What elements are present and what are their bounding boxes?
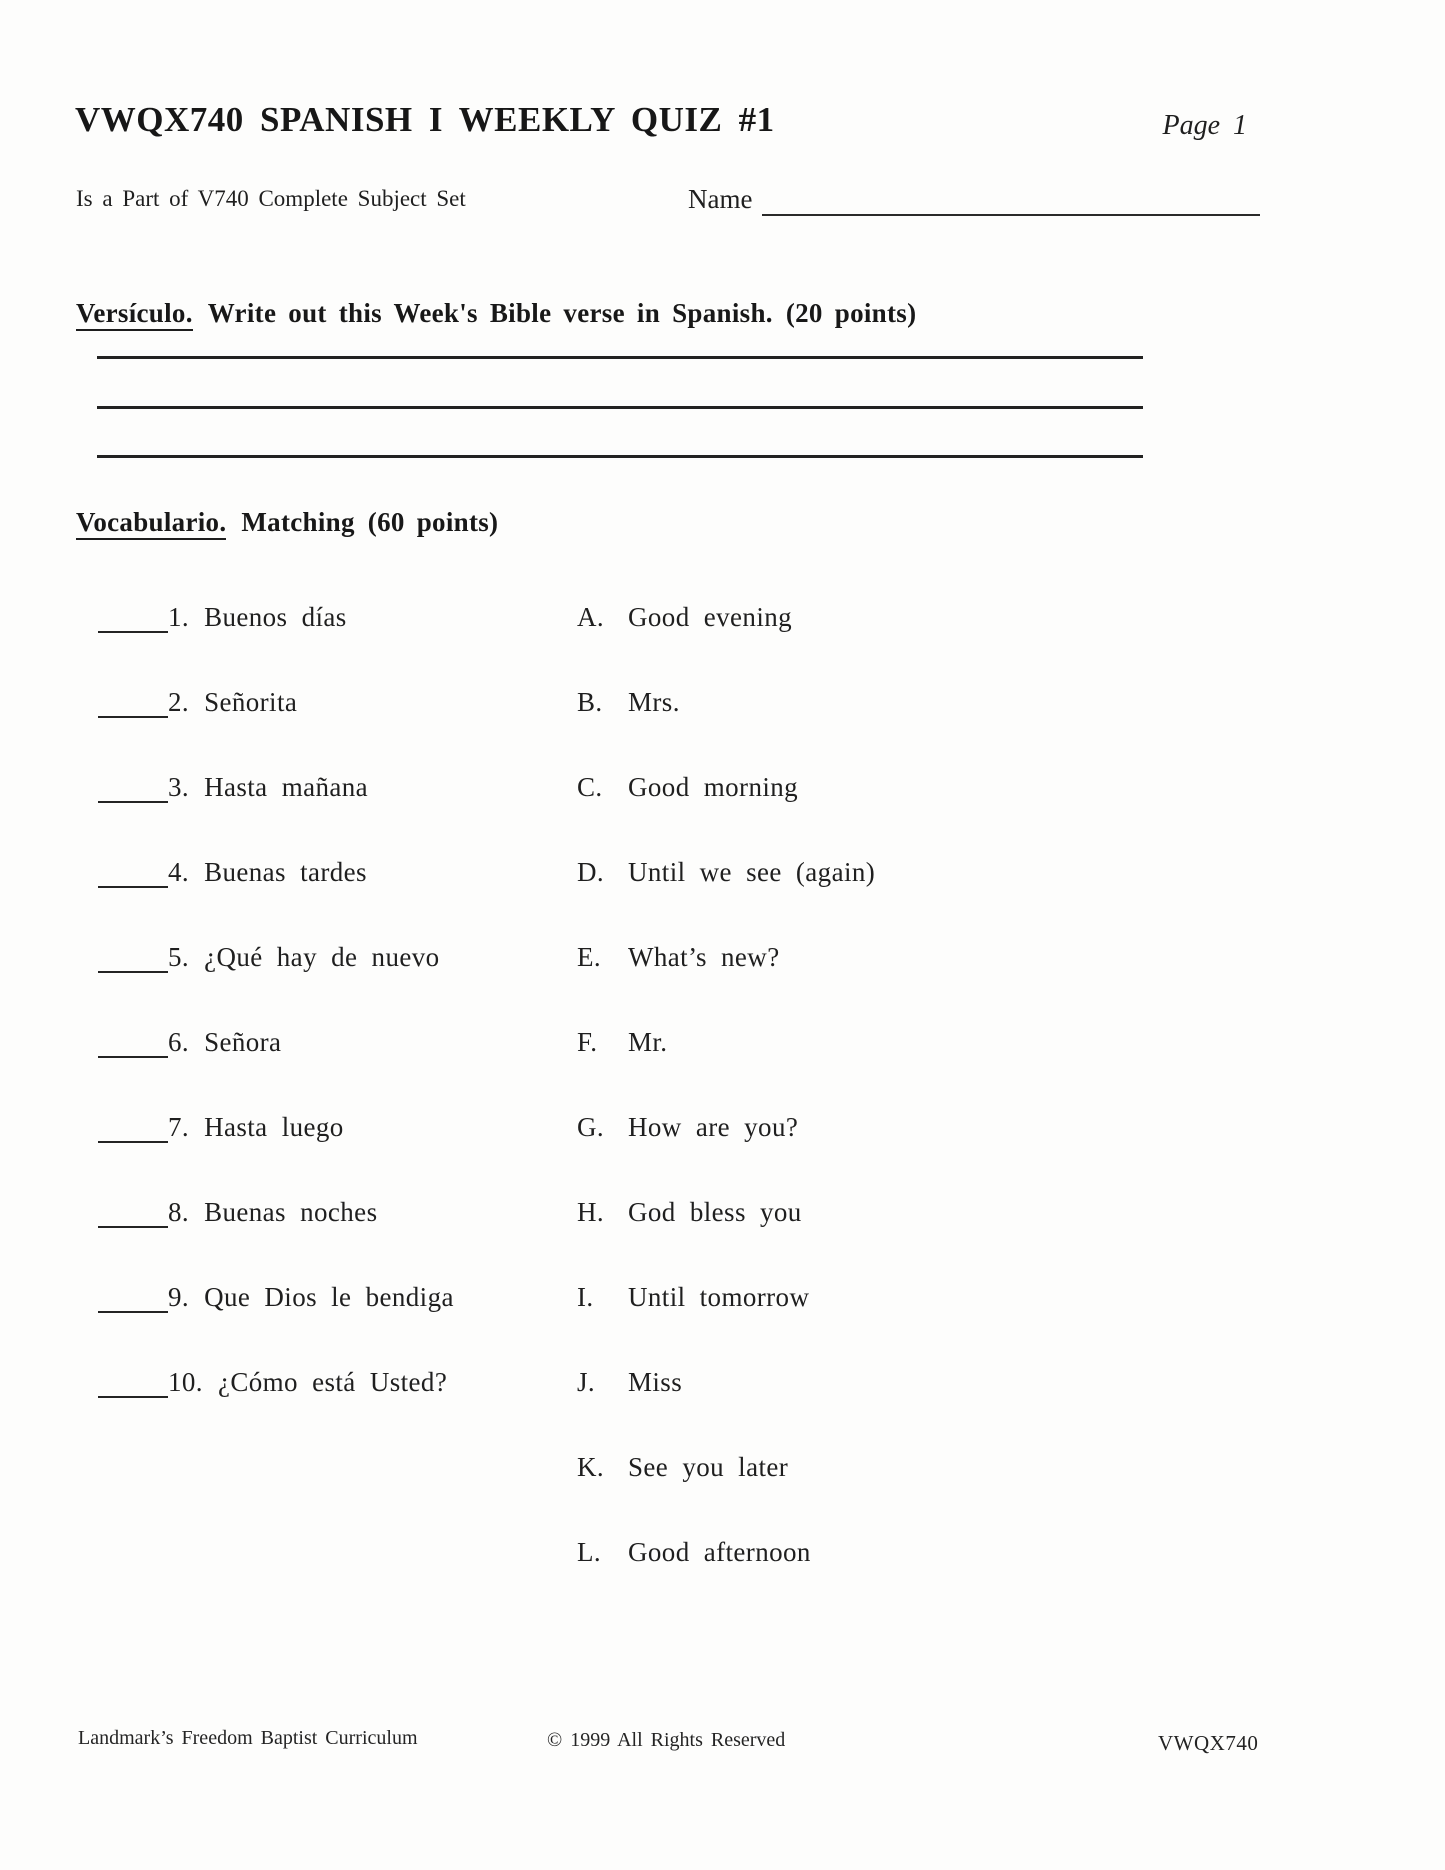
term-number: 7. [168,1112,190,1142]
definition-text: What’s new? [628,942,780,972]
term-number: 5. [168,942,190,972]
answer-blank-2[interactable] [98,690,168,718]
definition-text: Mr. [628,1027,668,1057]
matching-term-row [98,1282,454,1367]
term-text: Señorita [204,687,298,717]
term-number: 2. [168,687,190,717]
answer-blank-10[interactable] [98,1370,168,1398]
term-number: 3. [168,772,190,802]
name-label: Name [688,184,753,214]
matching-term-row [98,1112,454,1197]
versiculo-points: (20 points) [785,298,917,328]
term-number: 8. [168,1197,190,1227]
definition-text: How are you? [628,1112,799,1142]
answer-blank-7[interactable] [98,1115,168,1143]
matching-term-row [98,687,454,772]
matching-definition-row [577,1282,875,1367]
definition-letter: H. [577,1197,605,1227]
matching-term-row [98,602,454,687]
matching-definition-row [577,687,875,772]
definition-letter: C. [577,772,603,802]
matching-term-row [98,1027,454,1112]
term-text: Hasta mañana [204,772,369,802]
vocabulario-heading [76,507,498,538]
matching-term-row [98,942,454,1027]
footer-copyright: © 1999 All Rights Reserved [547,1729,786,1751]
verse-write-line-3[interactable] [97,455,1143,458]
matching-definition-row [577,1367,875,1452]
term-number: 1. [168,602,190,632]
term-text: Hasta luego [204,1112,344,1142]
definition-letter: F. [577,1027,598,1057]
term-number: 10. [168,1367,203,1397]
definition-text: Good evening [628,602,793,632]
term-text: Señora [204,1027,282,1057]
definition-letter: E. [577,942,602,972]
matching-definition-row [577,1452,875,1537]
subtitle: Is a Part of V740 Complete Subject Set [76,186,466,211]
term-text: Buenas tardes [204,857,367,887]
page-title: VWQX740 SPANISH I WEEKLY QUIZ #1 [75,100,775,139]
matching-definition-row [577,1027,875,1112]
definition-text: Good afternoon [628,1537,811,1567]
versiculo-heading-label: Versículo. [76,298,193,331]
definition-text: Until we see (again) [628,857,876,887]
term-number: 4. [168,857,190,887]
vocabulario-heading-label: Vocabulario. [76,507,226,540]
answer-blank-9[interactable] [98,1285,168,1313]
name-field [688,184,1260,216]
versiculo-instruction: Write out this Week's Bible verse in Spanish. [207,298,773,328]
matching-term-row [98,1197,454,1282]
answer-blank-5[interactable] [98,945,168,973]
definition-text: God bless you [628,1197,802,1227]
verse-write-line-1[interactable] [97,356,1143,359]
term-number: 9. [168,1282,190,1312]
term-number: 6. [168,1027,190,1057]
term-text: ¿Qué hay de nuevo [204,942,440,972]
matching-term-row [98,772,454,857]
vocabulario-points: (60 points) [367,507,499,537]
answer-blank-3[interactable] [98,775,168,803]
definition-text: Mrs. [628,687,680,717]
definition-letter: K. [577,1452,605,1482]
name-input-line[interactable] [762,188,1260,216]
matching-definition-row [577,1537,875,1622]
definition-letter: D. [577,857,605,887]
footer-product-code: VWQX740 [1158,1731,1259,1755]
matching-terms-column [98,602,454,1452]
matching-definition-row [577,602,875,687]
matching-definition-row [577,1197,875,1282]
matching-definition-row [577,772,875,857]
answer-blank-4[interactable] [98,860,168,888]
page-number: Page 1 [1162,110,1247,141]
definition-text: Until tomorrow [628,1282,810,1312]
term-text: ¿Cómo está Usted? [217,1367,448,1397]
footer-curriculum-name: Landmark’s Freedom Baptist Curriculum [78,1727,418,1749]
term-text: Que Dios le bendiga [204,1282,454,1312]
definition-text: See you later [628,1452,789,1482]
answer-blank-6[interactable] [98,1030,168,1058]
definition-letter: I. [577,1282,594,1312]
definition-letter: A. [577,602,605,632]
answer-blank-8[interactable] [98,1200,168,1228]
term-text: Buenas noches [204,1197,378,1227]
verse-write-line-2[interactable] [97,406,1143,409]
versiculo-heading [76,298,916,329]
definition-letter: J. [577,1367,596,1397]
definition-letter: B. [577,687,603,717]
definition-letter: G. [577,1112,605,1142]
matching-term-row [98,1367,454,1452]
definition-text: Good morning [628,772,799,802]
matching-definition-row [577,942,875,1027]
term-text: Buenos días [204,602,347,632]
matching-term-row [98,857,454,942]
matching-definition-row [577,1112,875,1197]
answer-blank-1[interactable] [98,605,168,633]
vocabulario-instruction: Matching [241,507,355,537]
definition-text: Miss [628,1367,683,1397]
matching-definition-row [577,857,875,942]
matching-definitions-column [577,602,875,1622]
definition-letter: L. [577,1537,602,1567]
